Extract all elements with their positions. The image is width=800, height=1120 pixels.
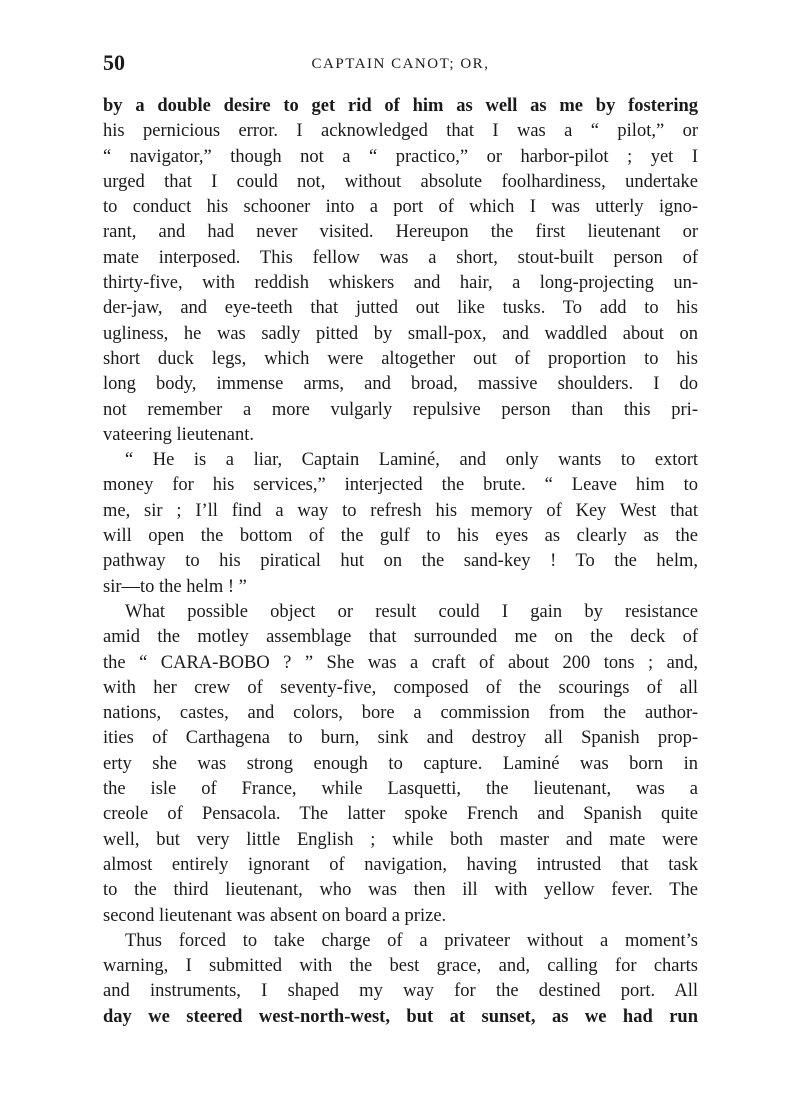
text-line: and instruments, I shaped my way for the destined port. All (103, 981, 698, 1002)
text-line: almost entirely ignorant of navigation, having intrusted that task (103, 854, 698, 875)
text-line: urged that I could not, without absolute foolhardiness, undertake (103, 171, 698, 192)
text-line: ugliness, he was sadly pitted by small-pox, and waddled about on (103, 323, 698, 344)
text-line: warning, I submitted with the best grace, and, calling for charts (103, 956, 698, 977)
text-line: What possible object or result could I gain by resistance (125, 601, 698, 622)
text-line: by a double desire to get rid of him as well as me by fostering (103, 96, 698, 116)
body-text (103, 94, 698, 1030)
text-line: rant, and had never visited. Hereupon the first lieutenant or (103, 222, 698, 243)
text-line: the isle of France, while Lasquetti, the lieutenant, was a (103, 779, 698, 800)
text-line: pathway to his piratical hut on the sand-key ! To the helm, (103, 551, 698, 572)
text-line: money for his services,” interjected the brute. “ Leave him to (103, 475, 698, 496)
text-line: long body, immense arms, and broad, massive shoulders. I do (103, 374, 698, 395)
page-number: 50 (103, 50, 125, 75)
text-line: his pernicious error. I acknowledged that I was a “ pilot,” or (103, 121, 698, 142)
text-line: creole of Pensacola. The latter spoke French and Spanish quite (103, 804, 698, 825)
text-line: Thus forced to take charge of a privateer without a moment’s (125, 930, 698, 951)
text-line: not remember a more vulgarly repulsive person than this pri- (103, 399, 698, 420)
text-line: sir—to the helm ! ” (103, 576, 247, 597)
text-line: to the third lieutenant, who was then ill with yellow fever. The (103, 880, 698, 901)
text-line: with her crew of seventy-five, composed of the scourings of all (103, 677, 698, 698)
text-line: the “ CARA-BOBO ? ” She was a craft of about 200 tons ; and, (103, 652, 698, 673)
text-line: mate interposed. This fellow was a short, stout-built person of (103, 247, 698, 268)
text-line: will open the bottom of the gulf to his eyes as clearly as the (103, 526, 698, 547)
text-line: thirty-five, with reddish whiskers and hair, a long-projecting un- (103, 273, 698, 294)
text-line: me, sir ; I’ll find a way to refresh his memory of Key West that (103, 500, 698, 521)
text-line: “ He is a liar, Captain Laminé, and only wants to extort (125, 450, 698, 471)
text-line: erty she was strong enough to capture. Laminé was born in (103, 753, 698, 774)
text-line: amid the motley assemblage that surrounded me on the deck of (103, 627, 698, 648)
running-head (103, 50, 698, 76)
text-line: der-jaw, and eye-teeth that jutted out like tusks. To add to his (103, 298, 698, 319)
running-title: CAPTAIN CANOT; OR, (311, 56, 490, 72)
text-line: vateering lieutenant. (103, 424, 255, 445)
text-line: well, but very little English ; while both master and mate were (103, 829, 698, 850)
text-line: short duck legs, which were altogether out of proportion to his (103, 348, 698, 369)
text-line: to conduct his schooner into a port of which I was utterly igno- (103, 197, 698, 218)
text-line: “ navigator,” though not a “ practico,” or harbor-pilot ; yet I (103, 146, 698, 167)
text-line: nations, castes, and colors, bore a commission from the author- (103, 703, 698, 724)
text-line: day we steered west-north-west, but at sunset, as we had run (103, 1006, 698, 1027)
text-line: second lieutenant was absent on board a prize. (103, 905, 447, 926)
text-line: ities of Carthagena to burn, sink and destroy all Spanish prop- (103, 728, 698, 749)
